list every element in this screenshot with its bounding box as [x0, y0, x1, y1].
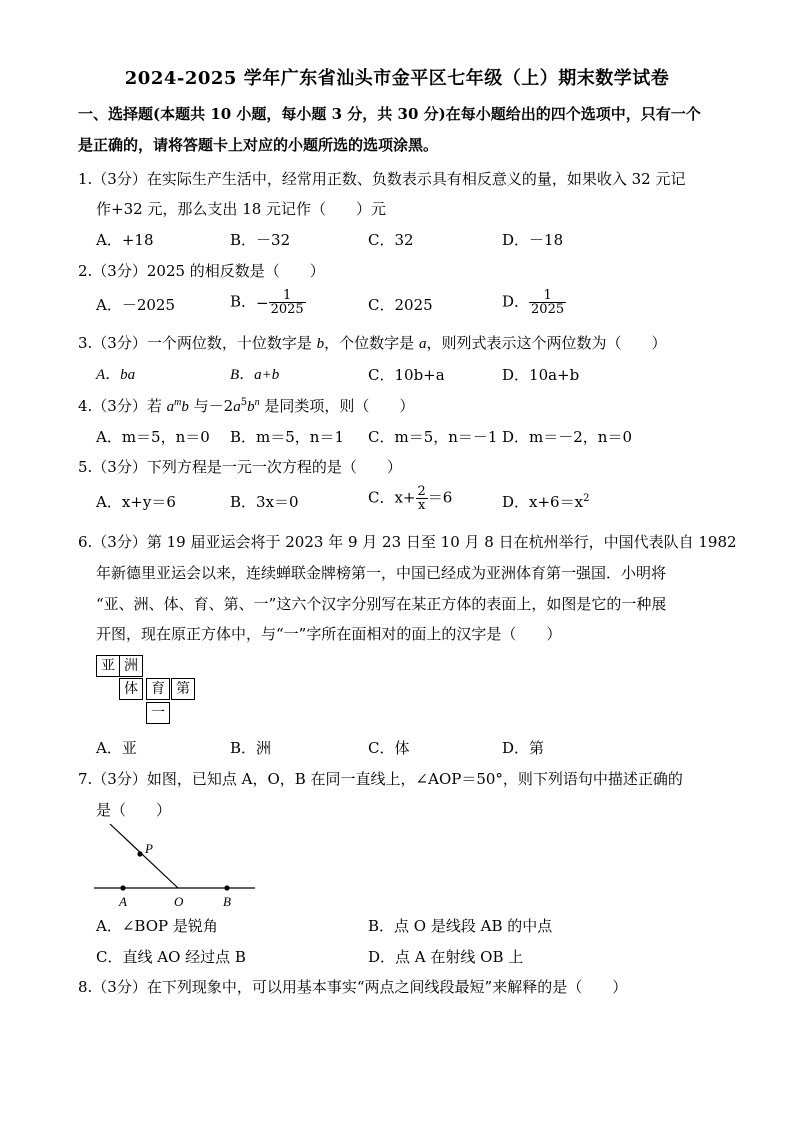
- q6-stem-line2: 年新德里亚运会以来，连续蝉联金牌榜第一，中国已经成为亚洲体育第一强国．小明将: [96, 564, 667, 582]
- label-o: O: [174, 894, 184, 909]
- net-cell-yu: 育: [146, 678, 170, 700]
- q2-option-b-denominator: 2025: [270, 302, 304, 317]
- q6-option-b: B．洲: [230, 739, 272, 757]
- q1-option-b: B．－32: [230, 231, 291, 249]
- q1-option-a: A．+18: [96, 231, 154, 249]
- q5-stem: 5.（3分）下列方程是一元一次方程的是（ ）: [78, 458, 402, 476]
- q2-option-d-numerator: 1: [543, 288, 552, 303]
- q4-term2-a: a: [233, 399, 241, 415]
- q3-option-c: C．10b+a: [368, 366, 445, 384]
- q8-stem: 8.（3分）在下列现象中，可以用基本事实“两点之间线段最短”来解释的是（ ）: [78, 978, 628, 996]
- q4-option-a: A．m＝5，n＝0: [96, 428, 210, 446]
- ray-op: [110, 824, 178, 888]
- q5-option-a: A．x+y＝6: [96, 493, 176, 511]
- q5-option-c: [368, 485, 452, 512]
- q6-stem-line4: 开图，现在原正方体中，与“一”字所在面相对的面上的汉字是（ ）: [96, 625, 562, 643]
- q4-term1-a: a: [166, 399, 175, 415]
- section-heading-line2: 是正确的，请将答题卡上对应的小题所选的选项涂黑。: [78, 136, 439, 154]
- q1-stem-line2: 作+32 元，那么支出 18 元记作（ ）元: [96, 200, 387, 218]
- q3-stem-pre: 3.（3分）一个两位数，十位数字是: [78, 334, 312, 352]
- q4-option-d: D．m＝－2，n＝0: [502, 428, 632, 446]
- q5-option-c-prefix: C．x+: [368, 488, 416, 507]
- q3-option-d: D．10a+b: [502, 366, 580, 384]
- label-b: B: [223, 894, 231, 909]
- q6-option-a: A．亚: [96, 739, 137, 757]
- q5-option-c-numerator: 2: [417, 484, 426, 499]
- q6-option-c: C．体: [368, 739, 410, 757]
- q2-option-b: B．− $\frac{1}{2025}$: [230, 288, 304, 317]
- q7-option-a: A．∠BOP 是锐角: [96, 917, 218, 935]
- q1-stem-line1: 1.（3分）在实际生产生活中，经常用正数、负数表示具有相反意义的量，如果收入 32 元记: [78, 170, 686, 188]
- net-cell-yi: 一: [146, 702, 170, 724]
- q7-stem-line1: 7.（3分）如图，已知点 A，O，B 在同一直线上，∠AOP＝50°，则下列语句中描述正确的: [78, 770, 683, 788]
- q3-stem-mid: ，个位数字是: [324, 334, 415, 352]
- label-a: A: [119, 894, 127, 909]
- q5-option-d: [502, 492, 589, 512]
- q7-stem-line2: 是（ ）: [96, 801, 172, 819]
- q5-option-d-exp: 2: [583, 493, 590, 504]
- q5-option-c-suffix: ＝6: [427, 488, 453, 507]
- q2-option-c: C．2025: [368, 296, 433, 314]
- q3-option-a: A．ba: [96, 367, 136, 383]
- q4-stem-post: 是同类项，则（ ）: [264, 397, 415, 415]
- q4-term2-exp2: n: [254, 397, 260, 408]
- q4-term1-exp: m: [174, 397, 182, 408]
- q7-geometry-figure: [90, 824, 265, 910]
- q1-option-c: C．32: [368, 231, 414, 249]
- q4-option-c: C．m＝5，n＝－1: [368, 428, 498, 446]
- q2-stem: 2.（3分）2025 的相反数是（ ）: [78, 262, 325, 280]
- q5-option-c-denominator: x: [416, 498, 428, 512]
- point-a: [120, 885, 125, 890]
- section-heading-line1: 一、选择题(本题共 10 小题，每小题 3 分，共 30 分)在每小题给出的四个选项中，只有一个: [78, 105, 701, 123]
- point-b: [224, 885, 229, 890]
- q1-option-d: D．－18: [502, 231, 564, 249]
- q7-option-d: D．点 A 在射线 OB 上: [368, 948, 524, 966]
- net-cell-zhou: 洲: [119, 655, 143, 677]
- q4-term2-exp: 5: [240, 397, 248, 408]
- q7-option-c: C．直线 AO 经过点 B: [96, 948, 246, 966]
- q7-option-b: B．点 O 是线段 AB 的中点: [368, 917, 553, 935]
- q4-stem-pre: 4.（3分）若: [78, 397, 162, 415]
- q2-option-d-prefix: D．: [502, 292, 530, 311]
- net-cell-di: 第: [171, 678, 195, 700]
- q2-option-b-prefix: B．: [230, 292, 257, 311]
- q3-stem: [78, 333, 666, 354]
- q3-var-a: a: [418, 336, 427, 352]
- q2-option-d-denominator: 2025: [531, 302, 565, 317]
- q4-term1-b: b: [181, 399, 189, 415]
- q6-option-d: D．第: [502, 739, 545, 757]
- q3-option-b: B．a+b: [230, 367, 280, 383]
- point-p: [137, 851, 142, 856]
- q3-stem-post: ，则列式表示这个两位数为（ ）: [426, 334, 667, 352]
- q4-stem-mid: 与－2: [193, 397, 234, 415]
- q4-stem: [78, 396, 414, 417]
- q4-option-b: B．m＝5，n＝1: [230, 428, 344, 446]
- q6-stem-line3: “亚、洲、体、育、第、一”这六个汉字分别写在某正方体的表面上，如图是它的一种展: [96, 595, 667, 613]
- q3-var-b: b: [316, 336, 325, 352]
- q2-option-b-numerator: 1: [283, 288, 292, 303]
- q2-option-d: [502, 289, 566, 316]
- page-title: 2024-2025 学年广东省汕头市金平区七年级（上）期末数学试卷: [124, 68, 670, 89]
- net-cell-ti: 体: [119, 678, 143, 700]
- q5-option-b: B．3x＝0: [230, 493, 299, 511]
- q2-option-a: A．－2025: [96, 296, 176, 314]
- q4-term2-b: b: [247, 399, 255, 415]
- net-cell-ya: 亚: [96, 655, 120, 677]
- q6-stem-line1: 6.（3分）第 19 届亚运会将于 2023 年 9 月 23 日至 10 月 8 日在杭州举行，中国代表队自 1982: [78, 533, 737, 551]
- label-p: P: [145, 841, 153, 856]
- q5-option-d-prefix: D．x+6＝x: [502, 493, 584, 511]
